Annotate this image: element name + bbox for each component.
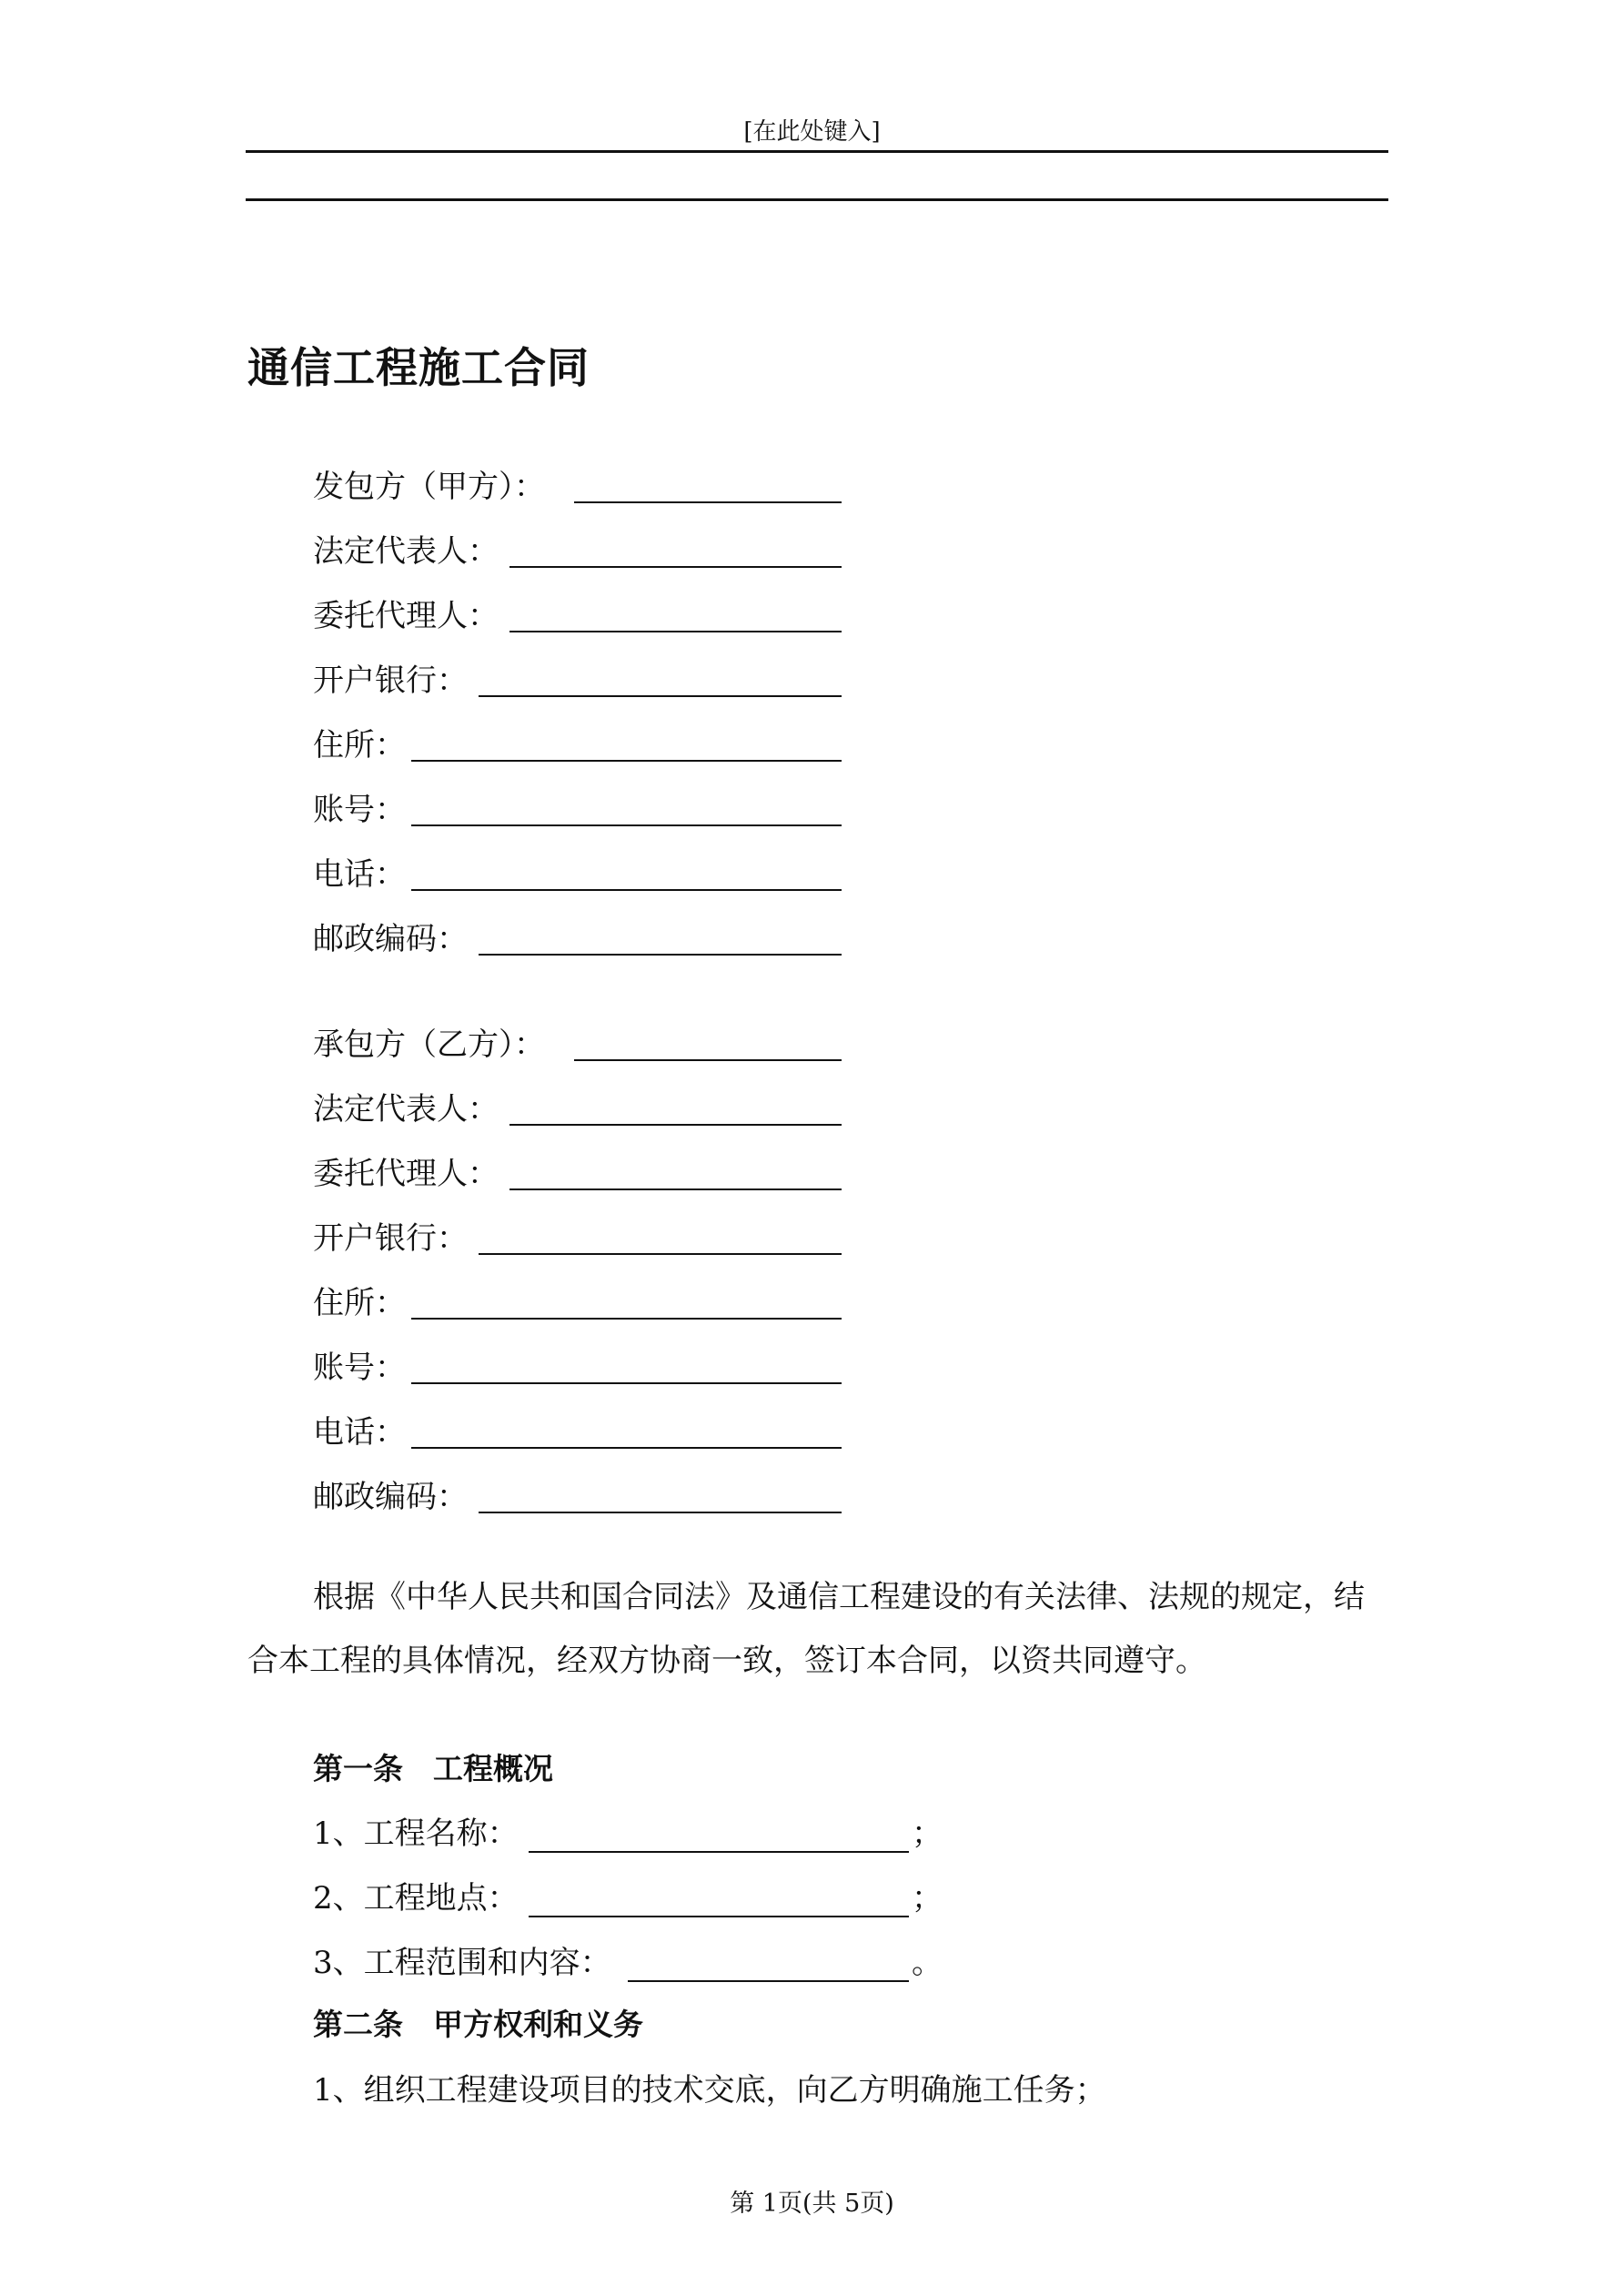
item-label: 2、工程地点： [313,1880,519,1917]
field-label: 电话： [313,1414,406,1451]
party-b-agent-field [313,1147,499,1194]
field-label: 法定代表人： [313,533,499,570]
article-1-item-project-name [313,1814,943,1854]
fill-in-blank [529,1851,909,1853]
fill-in-blank [411,1318,842,1320]
party-b-phone-field [313,1405,406,1452]
field-label: 邮政编码： [313,1479,468,1515]
fill-in-blank [529,1916,909,1917]
field-label: 账号： [313,1350,406,1386]
fill-in-blank [411,824,842,826]
article-1-heading: 第一条 工程概况 [313,1751,553,1786]
preamble-paragraph [247,1565,1390,1693]
header-rule-top [246,150,1388,153]
item-end-punct: ； [912,1880,943,1917]
party-a-agent-field [313,589,499,636]
party-a-employer-field [313,460,545,507]
article-2-item-1: 1、组织工程建设项目的技术交底，向乙方明确施工任务； [313,2072,1106,2109]
document-title: 通信工程施工合同 [247,343,590,392]
item-end-punct: 。 [912,1945,943,1981]
fill-in-blank [628,1980,909,1982]
article-1-item-project-location [313,1878,943,1918]
field-label: 承包方（乙方）： [313,1027,545,1063]
party-b-account-field [313,1340,406,1388]
item-label: 1、工程名称： [313,1816,519,1852]
field-label: 住所： [313,727,406,764]
party-b-address-field [313,1276,406,1323]
party-b-contractor-field [313,1017,545,1065]
fill-in-blank [574,1059,842,1061]
field-label: 电话： [313,856,406,893]
fill-in-blank [479,695,842,697]
party-a-address-field [313,718,406,765]
header-rule-bottom [246,198,1388,201]
fill-in-blank [411,1382,842,1384]
field-label: 开户银行： [313,663,468,699]
party-a-postcode-field [313,912,468,959]
party-b-legal-rep-field [313,1082,499,1129]
field-label: 住所： [313,1285,406,1321]
field-label: 法定代表人： [313,1091,499,1128]
field-label: 委托代理人： [313,598,499,634]
page-footer: 第 1页(共 5页) [730,2190,894,2218]
field-label: 开户银行： [313,1220,468,1257]
fill-in-blank [479,1253,842,1255]
field-label: 账号： [313,792,406,828]
fill-in-blank [509,566,842,568]
fill-in-blank [509,1124,842,1126]
party-a-legal-rep-field [313,524,499,571]
article-2-heading: 第二条 甲方权利和义务 [313,2007,643,2042]
field-label: 发包方（甲方）： [313,469,545,505]
fill-in-blank [574,501,842,503]
preamble-text: 根据《中华人民共和国合同法》及通信工程建设的有关法律、法规的规定，结合本工程的具体情况，经双方协商一致，签订本合同，以资共同遵守。 [247,1579,1365,1679]
item-end-punct: ； [912,1816,943,1852]
fill-in-blank [479,1512,842,1513]
party-a-bank-field [313,653,468,701]
field-label: 邮政编码： [313,921,468,957]
page-header: [在此处键入] [743,118,881,146]
party-b-postcode-field [313,1470,468,1517]
fill-in-blank [411,760,842,762]
fill-in-blank [479,954,842,956]
item-label: 3、工程范围和内容： [313,1945,611,1981]
article-1-item-project-scope [313,1943,943,1983]
fill-in-blank [509,631,842,632]
fill-in-blank [411,889,842,891]
party-a-account-field [313,783,406,830]
party-b-bank-field [313,1211,468,1259]
party-a-phone-field [313,847,406,895]
fill-in-blank [411,1447,842,1449]
field-label: 委托代理人： [313,1156,499,1192]
fill-in-blank [509,1188,842,1190]
